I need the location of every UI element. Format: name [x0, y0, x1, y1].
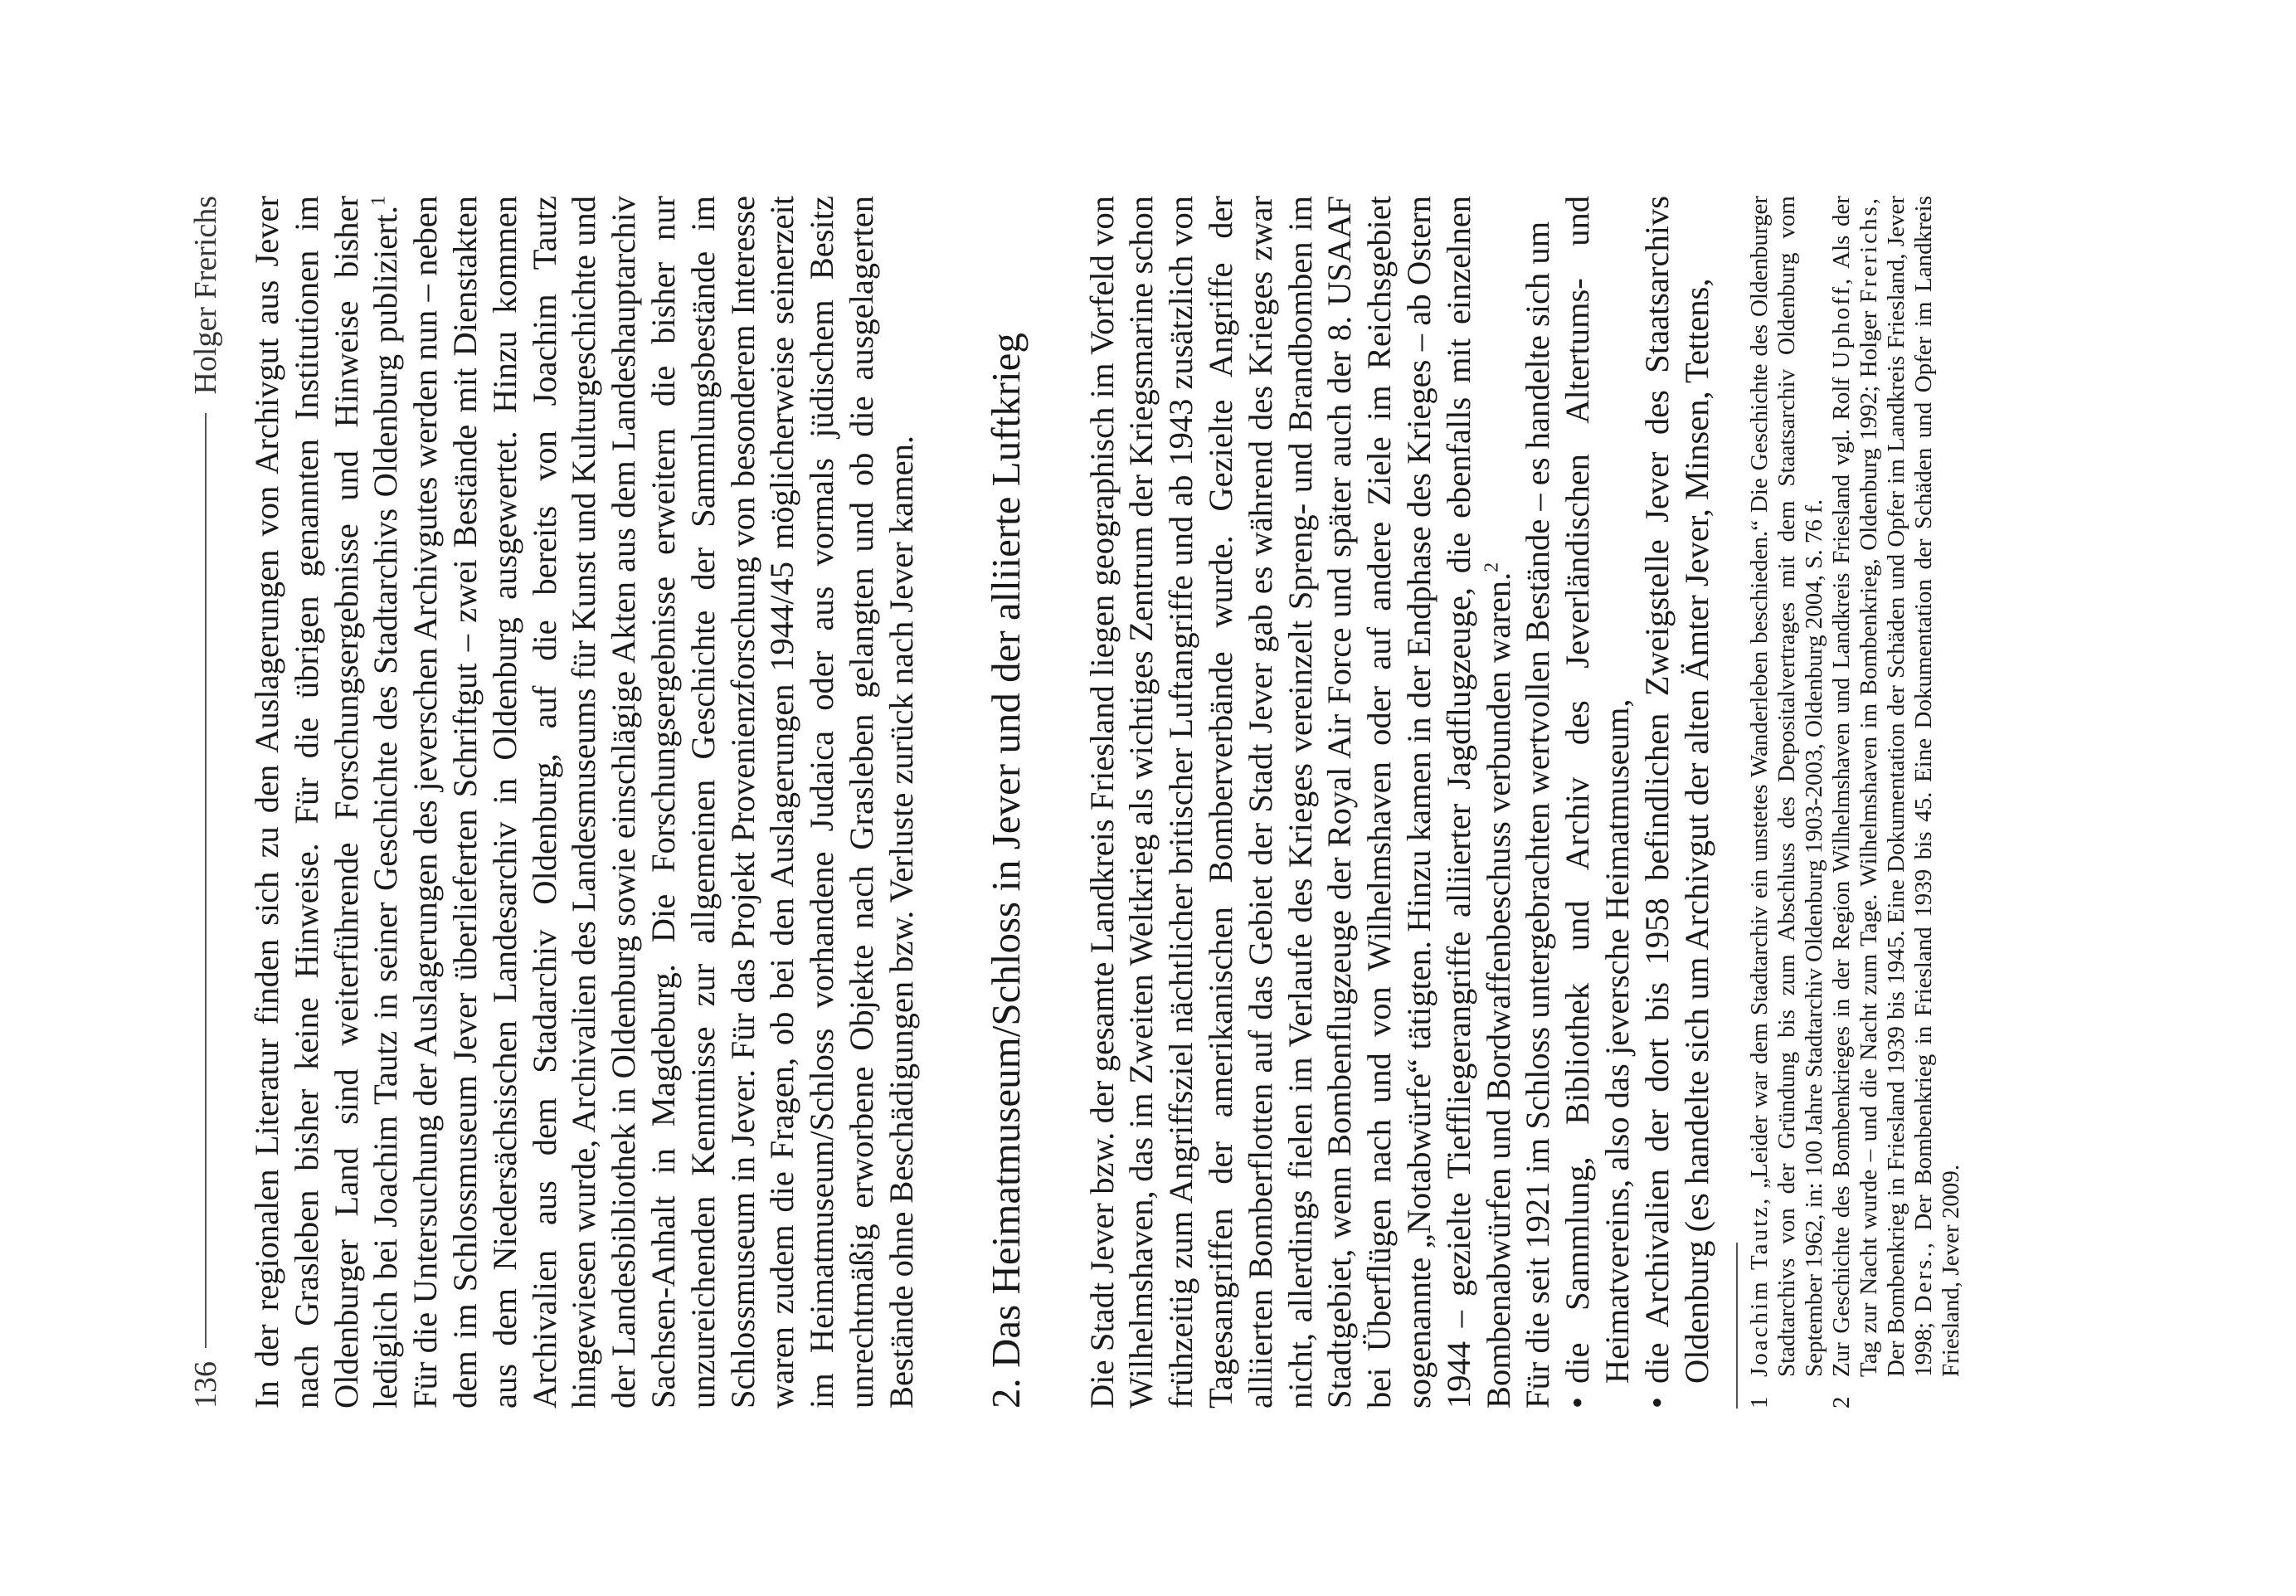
intro-paragraph	[247, 196, 922, 1409]
footnote-ref-1[interactable]: 1	[367, 196, 390, 206]
intro-text: In der regionalen Literatur finden sich zu den Auslagerungen von Archivgut aus Jever nach Grasleben bisher keine Hinweise. Für die übrigen genannten Institutionen im Oldenburger Land sind weiterführende Forschungsergebnisse und Hinweise bisher lediglich bei Joachim Tautz in seiner Geschichte des Stadtarchivs Oldenburg publiziert.	[248, 196, 405, 1409]
section-text-2: Für die seit 1921 im Schloss untergebrachten wertvollen Bestände – es handelte sich um	[1519, 221, 1557, 1409]
running-head	[182, 196, 229, 1409]
footnote-2	[1828, 196, 1965, 1409]
bullet-list	[1558, 196, 1716, 1409]
section-heading: 2. Das Heimatmuseum/Schloss in Jever und der alliierte Luftkrieg	[982, 333, 1029, 1409]
footnote-body: „Leider war dem Stadtarchiv ein unstetes Wanderleben beschieden.“ Die Geschichte des Oldenburger Stadtarchivs von der Gründung bis zum Abschluss des Depositalvertrages mit dem Staatsarchiv Oldenburg vom September 1962, in: 100 Jahre Stadtarchiv Oldenburg 1903-2003, Oldenburg 2004, S. 76 f.	[1746, 195, 1828, 1377]
footnote-1	[1746, 196, 1828, 1409]
footnote-body: Zur Geschichte des Bombenkrieges in der Region Wilhelmshaven und Landkreis Friesland vgl. Rolf	[1828, 377, 1856, 1377]
footnote-ref-2[interactable]: 2	[1481, 562, 1503, 572]
running-author: Holger Frerichs	[188, 196, 223, 395]
footnote-author: Frerichs,	[1856, 195, 1883, 304]
section-paragraph	[1082, 196, 1559, 1409]
footnote-body: Der Bombenkrieg in Friesland 1939 bis 1945. Eine Dokumentation der Schäden und Opfer im Landkreis Friesland, Jever 1998;	[1883, 196, 1938, 1377]
footnote-author: Uphoff,	[1828, 275, 1856, 369]
footnote-body: Als der Tag zur Nacht wurde – und die Nacht zum Tage. Wilhelmshaven im Bombenkrieg, Oldenburg 1992; Holger	[1828, 195, 1883, 1377]
footnote-body: Der Bombenkrieg in Friesland 1939 bis 45. Eine Dokumentation der Schäden und Opfer im Landkreis Friesland, Jever 2009.	[1910, 196, 1965, 1377]
header-rule	[205, 413, 207, 1348]
intro-text-2: Für die Untersuchung der Auslagerungen des jeverschen Archivgutes werden nun – neben dem im Schlossmuseum Jever überlieferten Schriftgut – zwei Bestände mit Dienstakten aus dem Niedersächsischen Landesarchiv in Oldenburg ausgewertet. Hinzu kommen Archivalien aus dem Stadarchiv Oldenburg, auf die bereits von Joachim Tautz hingewiesen wurde, Archivalien des Landesmuseums für Kunst und Kulturgeschichte und der Landesbibliothek in Oldenburg sowie einschlägige Akten aus dem Landeshauptarchiv Sachsen-Anhalt in Magdeburg. Die Forschungsergebnisse erweitern die bisher nur unzureichenden Kenntnisse zur allgemeinen Geschichte der Sammlungsbestände im Schlossmuseum in Jever. Für das Projekt Provenienzforschung von besonderem Interesse waren zudem die Fragen, ob bei den Auslagerungen 1944/45 möglicherweise seinerzeit im Heimatmuseum/Schloss vorhandene Judaica oder aus vormals jüdischem Besitz unrechtmäßig erworbene Objekte nach Grasleben gelangten und ob die ausgelagerten Bestände ohne Beschädigungen bzw. Verluste zurück nach Jever kamen.	[406, 196, 920, 1409]
section-text: Die Stadt Jever bzw. der gesamte Landkreis Friesland liegen geographisch im Vorfeld von Wilhelmshaven, das im Zweiten Weltkrieg als wichtiges Zentrum der Kriegsmarine schon frühzeitig zum Angriffsziel nächtlicher britischer Luftangriffe und ab 1943 zusätzlich von Tagesangriffen der amerikanischen Bomberverbände wurde. Gezielte Angriffe der alliierten Bomberflotten auf das Gebiet der Stadt Jever gab es während des Krieges zwar nicht, allerdings fielen im Verlaufe des Krieges vereinzelt Spreng- und Brandbomben im Stadtgebiet, wenn Bombenflugzeuge der Royal Air Force und später auch der 8. USAAF bei Überflügen nach und von Wilhelmshaven oder auf andere Ziele im Reichsgebiet sogenannte „Notabwürfe“ tätigten. Hinzu kamen in der Endphase des Krieges – ab Ostern 1944 – gezielte Tieffliegerangriffe alliierter Jagdflugzeuge, die ebenfalls mit einzelnen Bombenabwürfen und Bordwaffenbeschuss verbunden waren.	[1082, 196, 1517, 1409]
footnote-text	[1828, 196, 1965, 1377]
footnote-author: Ders.,	[1910, 1240, 1938, 1313]
text-column	[247, 196, 2155, 1409]
footnote-text	[1746, 196, 1828, 1377]
footnote-author: Joachim Tautz,	[1746, 1195, 1773, 1377]
footnote-number: 1	[1746, 1396, 1773, 1409]
page-number: 136	[188, 1361, 223, 1409]
list-item: • die Archivalien der dort bis 1958 befindlichen Zweigstelle Jever des Staatsarchivs Oldenburg (es handelte sich um Archivgut der alten Ämter Jever, Minsen, Tettens,	[1637, 196, 1717, 1409]
footnote-rule	[1736, 1243, 1738, 1409]
footnote-number: 2	[1828, 1396, 1856, 1409]
list-item: • die Sammlung, Bibliothek und Archiv des Jeverländischen Altertums- und Heimatvereins, also das jeversche Heimatmuseum,	[1558, 196, 1637, 1409]
